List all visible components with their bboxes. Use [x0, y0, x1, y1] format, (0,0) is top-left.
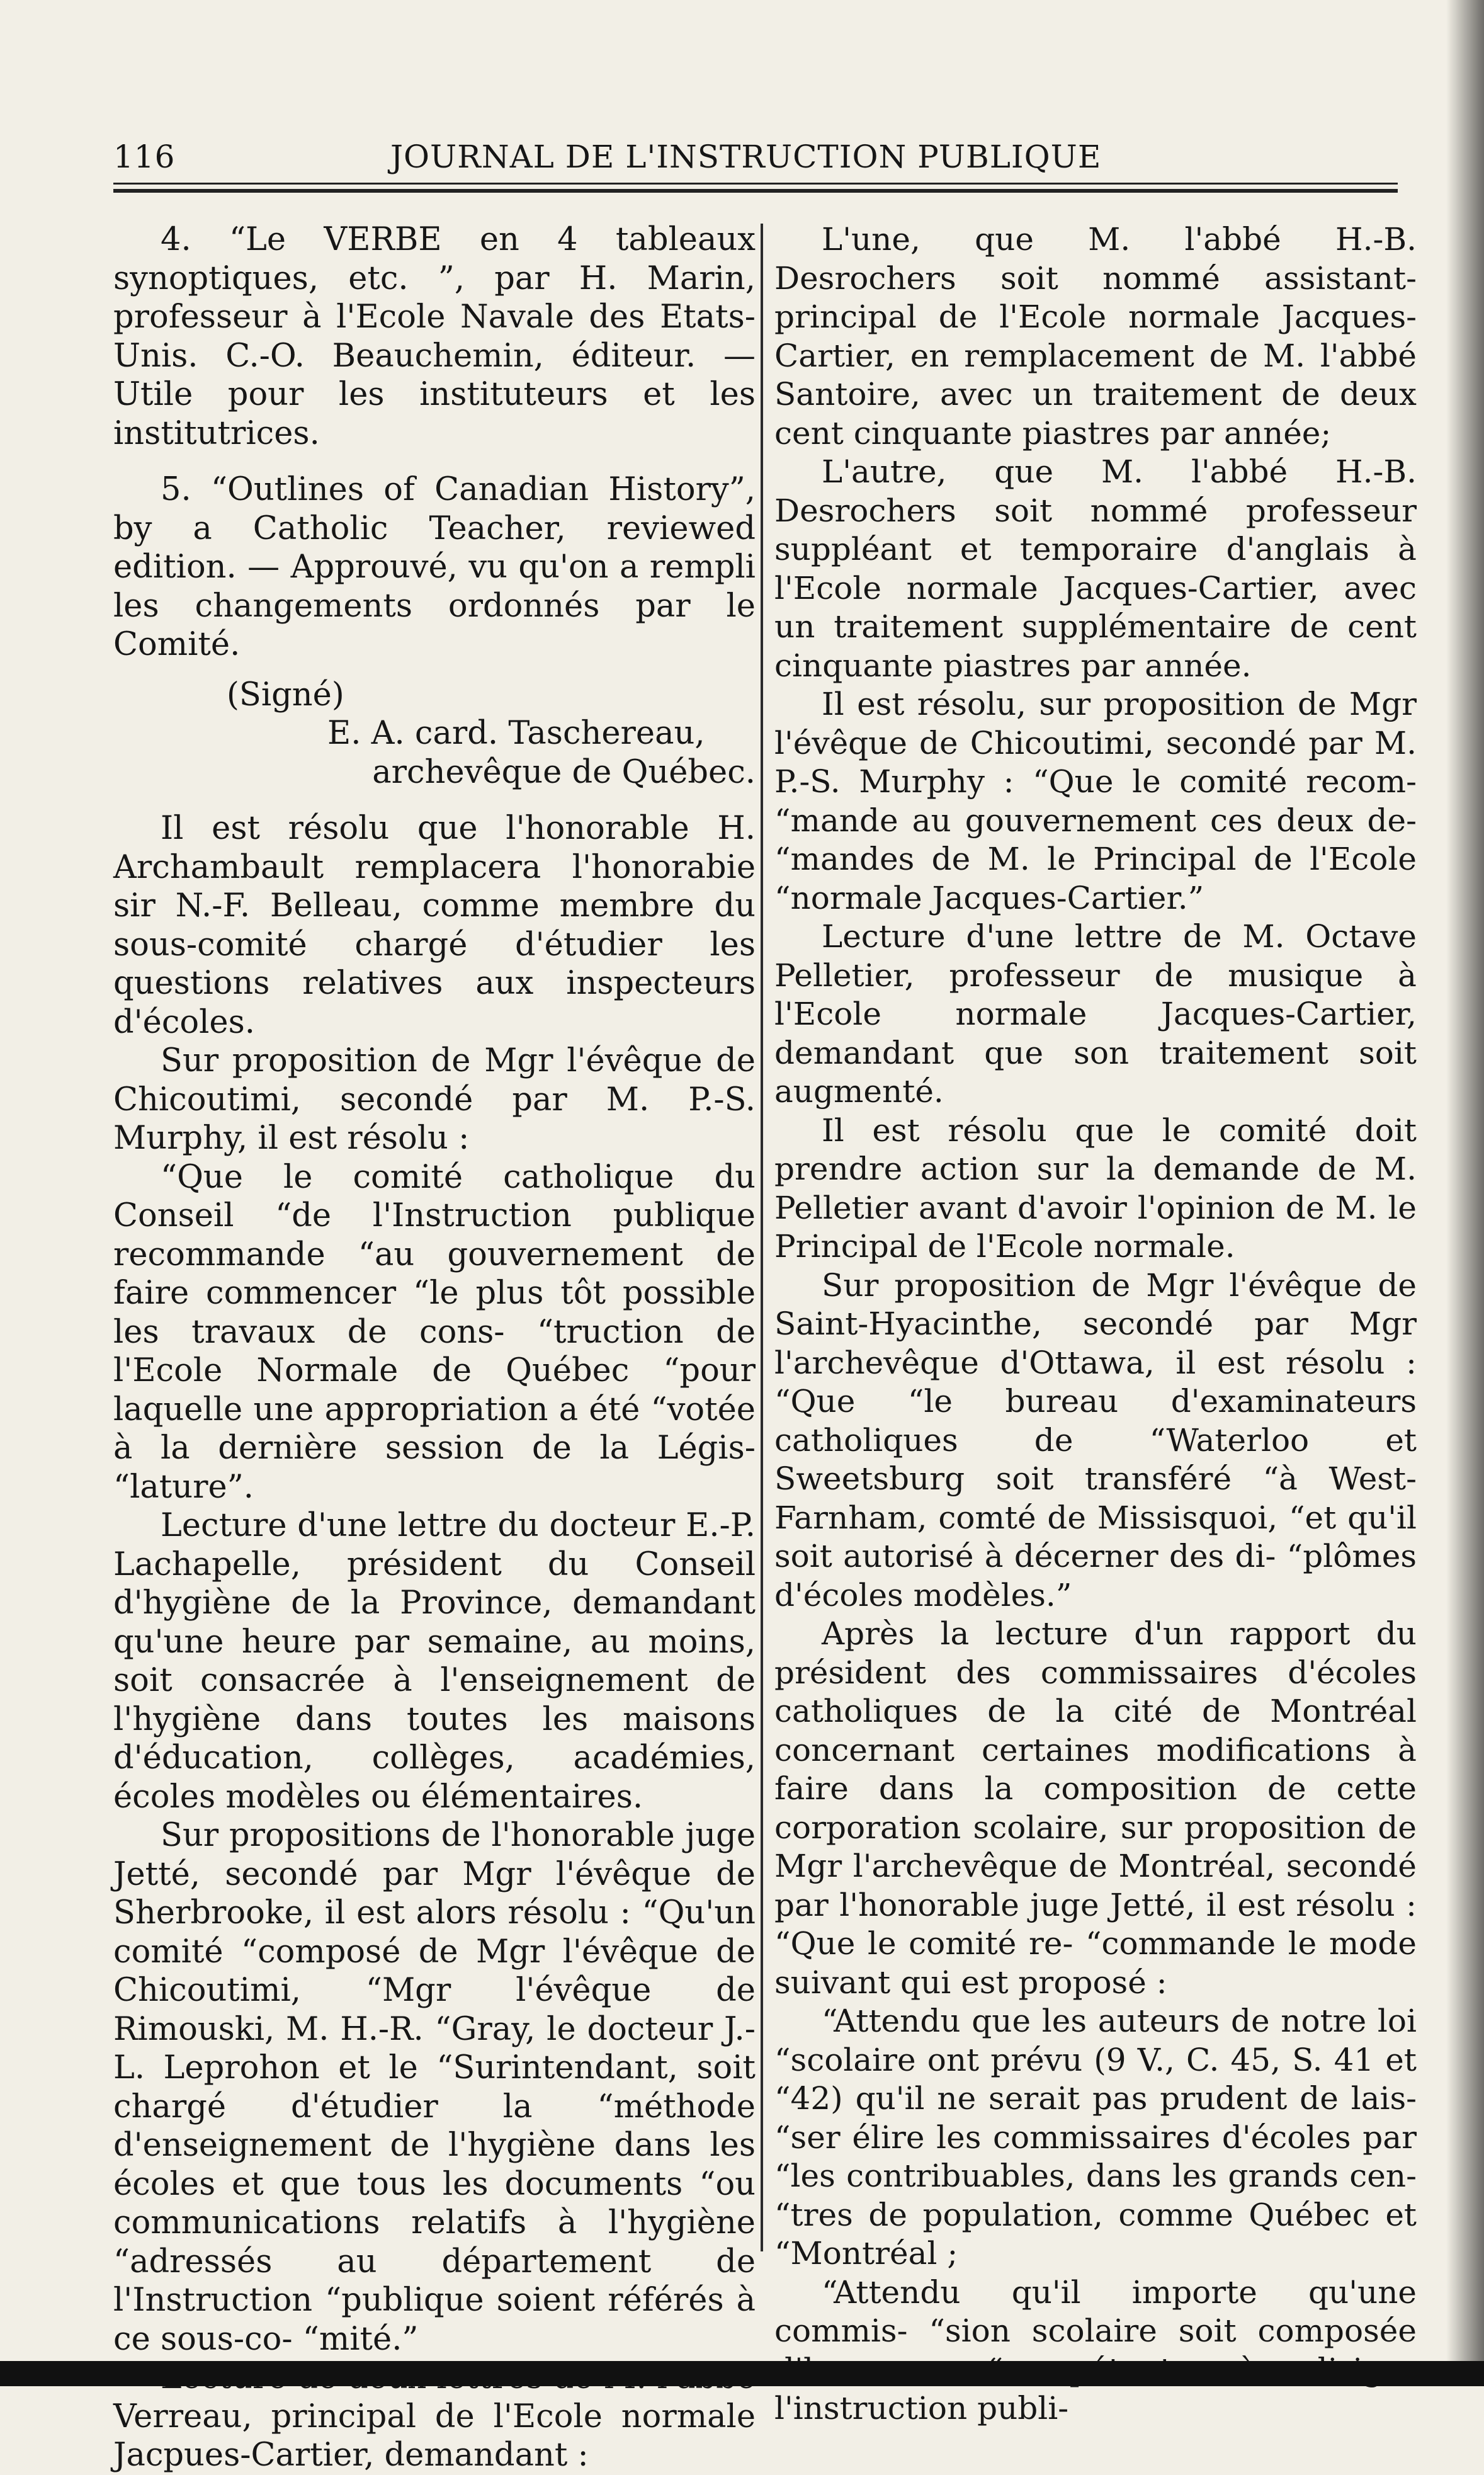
paragraph: Sur proposition de Mgr l'évêque de Chicoutimi, secondé par M. P.-S. Murphy, il est résolu : — [113, 1042, 756, 1157]
header-rule-bottom — [113, 189, 1398, 193]
signature-title: archevêque de Québec. — [372, 753, 756, 791]
header-rule-top — [113, 183, 1398, 185]
paragraph: L'autre, que M. l'abbé H.-B. Desrochers soit nommé professeur suppléant et temporaire d'anglais à l'Ecole normale Jacques-Cartier, avec un traitement supplémentaire de cent cinquante piastres par année. — [774, 453, 1417, 684]
paragraph: “Que le comité catholique du Conseil “de l'Instruction publique recommande “au gouvernement de faire commencer “le plus tôt possible les travaux de cons- “truction de l'Ecole Normale de Québec “pour laquelle une appropriation a été “votée à la dernière session de la Légis- “lature”. — [113, 1158, 756, 1506]
paragraph: Il est résolu que l'honorable H. Archambault remplacera l'honorabie sir N.-F. Belleau, comme membre du sous-comité chargé d'étudier les questions relatives aux inspecteurs d'écoles. — [113, 810, 756, 1041]
running-title: JOURNAL DE L'INSTRUCTION PUBLIQUE — [390, 139, 1102, 175]
page-number: 116 — [113, 139, 176, 175]
paragraph: Lecture d'une lettre de M. Octave Pelletier, professeur de musique à l'Ecole normale Jacques-Cartier, demandant que son traitement soit augmenté. — [774, 918, 1417, 1110]
paragraph: “Attendu qu'il importe qu'une commis- “sion scolaire soit composée l'instruction publi- — [774, 2273, 1417, 2427]
paragraph: 5. “Outlines of Canadian History”, by a Catholic Teacher, reviewed edition. — Approuvé, vu qu'on a rempli les changements ordonnés par le Comité. — [113, 471, 756, 663]
page-edge-shadow — [1446, 0, 1484, 2386]
column-divider — [761, 224, 763, 2251]
paragraph: L'une, que M. l'abbé H.-B. Desrochers soit nommé assistant-principal de l'Ecole normale Jacques-Cartier, en remplacement de M. l'abbé Santoire, avec un traitement de deux cent cinquante piastres par année; — [774, 221, 1417, 452]
left-column — [113, 220, 756, 2475]
right-column — [774, 220, 1417, 2428]
page-header — [113, 126, 1398, 183]
signature-name: E. A. card. Taschereau, — [327, 715, 705, 752]
paragraph: Sur proposition de Mgr l'évêque de Saint-Hyacinthe, secondé par Mgr l'archevêque d'Ottawa, il est résolu : “Que “le bureau d'examinateurs catholiques de “Waterloo et Sweetsburg soit transféré “à West-Farnham, comté de Missisquoi, “et qu'il soit autorisé à décerner des di- “plômes d'écoles modèles.” — [774, 1266, 1417, 1613]
signature-label: (Signé) — [227, 676, 344, 714]
paragraph: Après la lecture d'un rapport du président des commissaires d'écoles catholiques de la cité de Montréal concernant certaines modifications à faire dans la composition de cette corporation scolaire, sur proposition de Mgr l'archevêque de Montréal, secondé par l'honorable juge Jetté, il est résolu : “Que le comité re- “commande le mode suivant qui est proposé : — [774, 1615, 1417, 2001]
paragraph: “Attendu que les auteurs de notre loi “scolaire ont prévu (9 V., C. 45, S. 41 et “42) qu'il ne serait pas prudent de lais- “ser élire les commissaires d'écoles par “les contribuables, dans les grands cen- “tres de population, comme Québec et “Montréal ; — [774, 2003, 1417, 2272]
paragraph: Lecture d'une lettre du docteur E.-P. Lachapelle, président du Conseil d'hygiène de la Province, demandant qu'une heure par semaine, au moins, soit consacrée à l'enseignement de l'hygiène dans toutes les maisons d'éducation, collèges, académies, écoles modèles ou élémentaires. — [113, 1507, 756, 1816]
paragraph: 4. “Le VERBE en 4 tableaux synoptiques, etc. ”, par H. Marin, professeur à l'Ecole Navale des Etats-Unis. C.-O. Beauchemin, éditeur. — Utile pour les instituteurs et les institutrices. — [113, 221, 756, 452]
paragraph: Sur propositions de l'honorable juge Jetté, secondé par Mgr l'évêque de Sherbrooke, il est alors résolu : “Qu'un comité “composé de Mgr l'évêque de Chicoutimi, “Mgr l'évêque de Rimouski, M. H.-R. “Gray, le docteur J.-L. Leprohon et le “Surintendant, soit chargé d'étudier la “méthode d'enseignement de l'hygiène dans les écoles et que tous les documents “ou communications relatifs à l'hygiène “adressés au département de l'Instruction “publique soient référés à ce sous-co- “mité.” — [113, 1817, 756, 2358]
paragraph: Il est résolu que le comité doit prendre action sur la demande de M. Pelletier avant d'avoir l'opinion de M. le Principal de l'Ecole normale. — [774, 1112, 1417, 1265]
paragraph: Verreau, principal de l'Ecole normale Jacpues-Cartier, demandant : — [113, 2398, 756, 2474]
scan-bottom-edge — [0, 2361, 1484, 2386]
paragraph: Il est résolu, sur proposition de Mgr l'évêque de Chicoutimi, secondé par M. P.-S. Murphy : “Que le comité recom- “mande au gouvernement ces deux de- “mandes de M. le Principal de l'Ecole “normale Jacques-Cartier.” — [774, 686, 1417, 916]
